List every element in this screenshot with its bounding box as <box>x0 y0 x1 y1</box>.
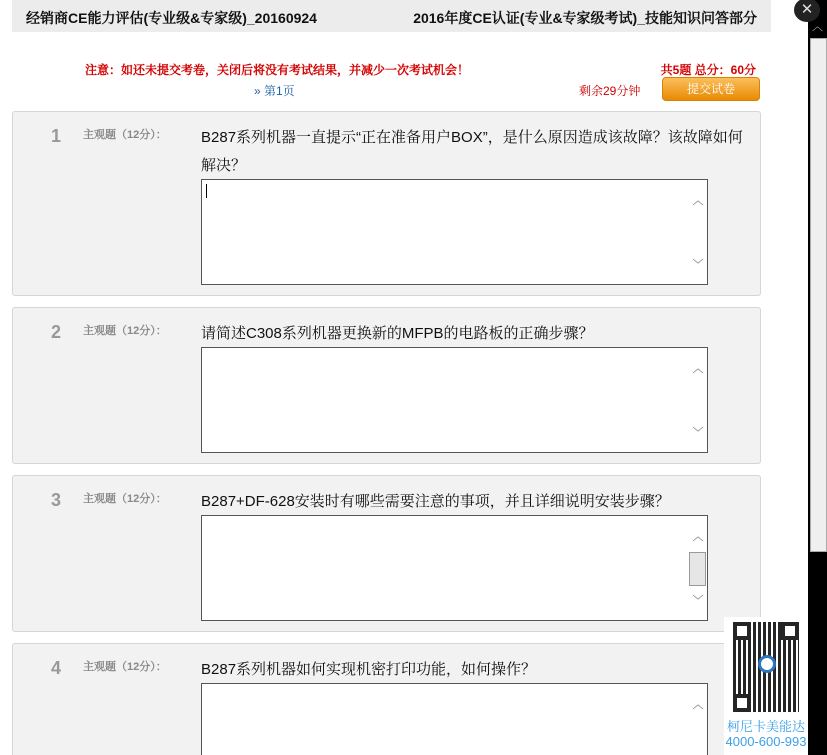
warning-notice: 注意：如还未提交考卷，关闭后将没有考试结果，并减少一次考试机会！ <box>85 63 470 77</box>
scroll-down-icon[interactable]: ﹀ <box>692 259 704 271</box>
qr-code-widget[interactable] <box>724 617 808 755</box>
question-text: B287+DF-628安装时有哪些需要注意的事项，并且详细说明安装步骤？ <box>201 493 670 510</box>
question-card <box>12 643 761 755</box>
exam-title: 经销商CE能力评估(专业级&专家级)_20160924 <box>26 10 317 26</box>
submit-exam-button[interactable]: 提交试卷 <box>662 77 760 101</box>
question-type: 主观题（12分）： <box>83 661 167 673</box>
time-remaining: 剩余29分钟 <box>579 84 641 98</box>
question-number: 1 <box>51 126 62 146</box>
close-icon[interactable]: ✕ <box>794 0 820 22</box>
page-1-link[interactable]: » 第1页 <box>254 84 295 98</box>
question-type: 主观题（12分）： <box>83 129 167 141</box>
question-text: 请简述C308系列机器更换新的MFPB的电路板的正确步骤？ <box>201 325 594 342</box>
scroll-up-icon[interactable]: ︿ <box>692 531 704 543</box>
question-number: 4 <box>51 658 62 678</box>
answer-textarea[interactable] <box>201 515 708 621</box>
scroll-thumb[interactable] <box>810 38 827 552</box>
header-bar <box>12 0 771 32</box>
scroll-up-icon[interactable]: ︿ <box>692 699 704 711</box>
question-card <box>12 475 761 632</box>
question-number: 3 <box>51 490 62 510</box>
question-type: 主观题（12分）： <box>83 325 167 337</box>
textarea-scroll-thumb[interactable] <box>689 552 706 586</box>
answer-textarea[interactable] <box>201 179 708 285</box>
scroll-up-icon[interactable]: ︿ <box>692 363 704 375</box>
brand-logo-icon <box>758 655 776 673</box>
question-text: B287系列机器一直提示“正在准备用户BOX”，是什么原因造成该故障？该故障如何解决？ <box>201 129 743 174</box>
brand-name: 柯尼卡美能达 <box>726 719 805 734</box>
answer-textarea[interactable] <box>201 347 708 453</box>
answer-textarea[interactable] <box>201 683 708 755</box>
qr-code-image <box>733 622 799 712</box>
hotline-number: 4000-600-993 <box>725 734 807 749</box>
question-text: B287系列机器如何实现机密打印功能，如何操作？ <box>201 661 537 678</box>
scroll-down-icon[interactable]: ﹀ <box>692 427 704 439</box>
page-scrollbar[interactable] <box>808 0 827 755</box>
scroll-up-icon[interactable]: ︿ <box>812 21 823 33</box>
question-number: 2 <box>51 322 62 342</box>
scroll-up-icon[interactable]: ︿ <box>692 195 704 207</box>
score-summary: 共5题 总分：60分 <box>660 63 756 77</box>
scroll-down-icon[interactable]: ﹀ <box>692 595 704 607</box>
question-type: 主观题（12分）： <box>83 493 167 505</box>
section-title: 2016年度CE认证(专业&专家级考试)_技能知识问答部分 <box>413 10 757 26</box>
question-card <box>12 111 761 296</box>
text-caret <box>206 184 207 198</box>
question-card <box>12 307 761 464</box>
